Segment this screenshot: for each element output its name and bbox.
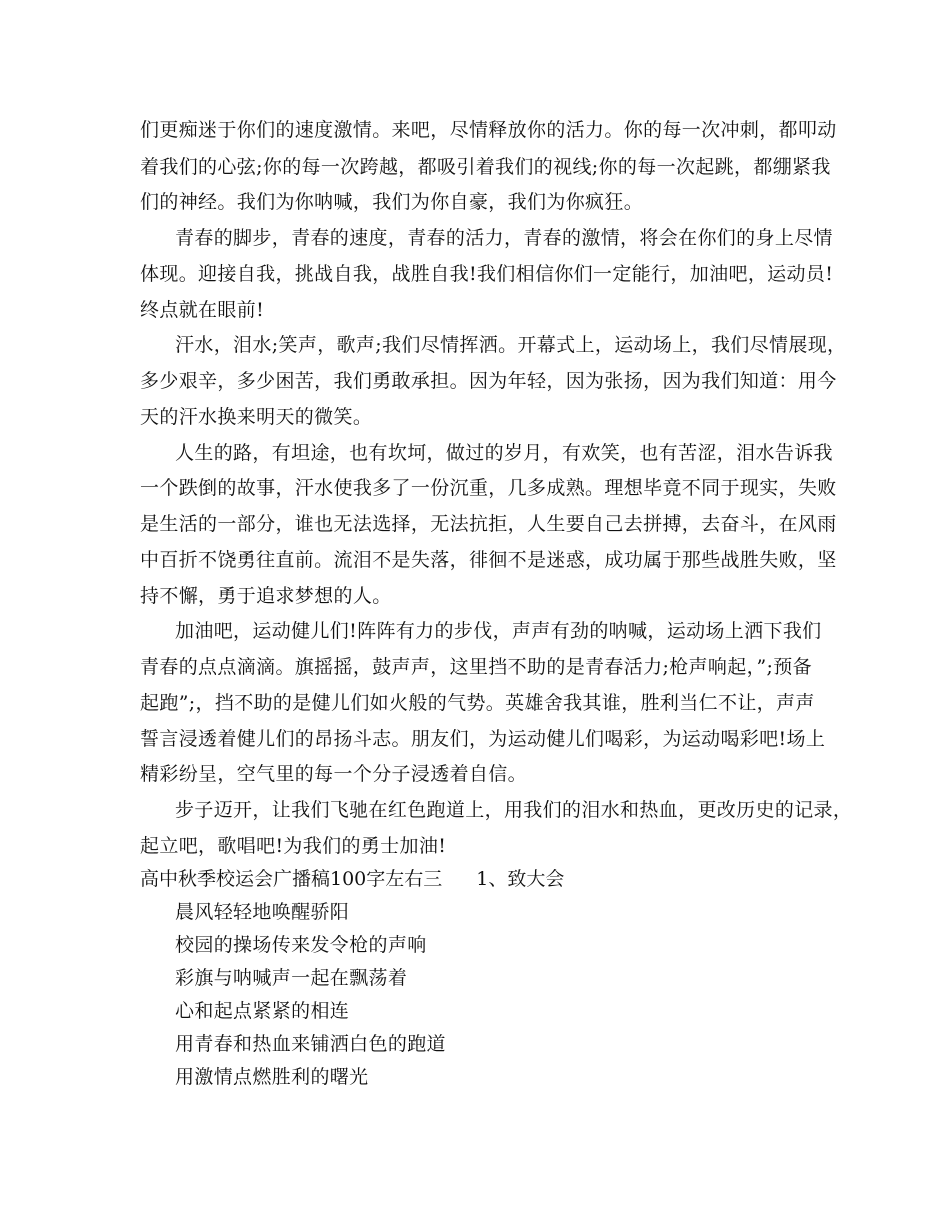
- paragraph-3-line-2: 多少艰辛，多少困苦，我们勇敢承担。因为年轻，因为张扬，因为我们知道：用今: [140, 370, 837, 392]
- paragraph-5-line-2: 青春的点点滴滴。旗摇摇，鼓声声，这里挡不助的是青春活力;枪声响起，”;预备: [140, 656, 812, 678]
- paragraph-4-line-2: 一个跌倒的故事，汗水使我多了一份沉重，几多成熟。理想毕竟不同于现实，失败: [140, 477, 837, 499]
- paragraph-2-line-1: 青春的脚步，青春的速度，青春的活力，青春的激情，将会在你们的身上尽情: [175, 227, 833, 249]
- paragraph-5-line-5: 精彩纷呈，空气里的每一个分子浸透着自信。: [140, 763, 528, 785]
- paragraph-6-line-2: 起立吧，歌唱吧!为我们的勇士加油!: [140, 835, 447, 857]
- paragraph-4-line-4: 中百折不饶勇往直前。流泪不是失落，徘徊不是迷惑，成功属于那些战胜失败，坚: [140, 549, 837, 571]
- paragraph-2-line-2: 体现。迎接自我，挑战自我，战胜自我!我们相信你们一定能行，加油吧，运动员!: [140, 263, 834, 285]
- paragraph-3-line-3: 天的汗水换来明天的微笑。: [140, 406, 373, 428]
- paragraph-3-line-1: 汗水，泪水;笑声，歌声;我们尽情挥洒。开幕式上，运动场上，我们尽情展现，: [175, 334, 847, 356]
- poem-line-2: 校园的操场传来发令枪的声响: [175, 934, 427, 956]
- poem-line-4: 心和起点紧紧的相连: [175, 1000, 350, 1022]
- paragraph-5-line-4: 誓言浸透着健儿们的昂扬斗志。朋友们，为运动健儿们喝彩，为运动喝彩吧!场上: [140, 728, 826, 750]
- paragraph-4-line-5: 持不懈，勇于追求梦想的人。: [140, 585, 392, 607]
- section-subtitle: 1、致大会: [476, 868, 565, 890]
- poem-line-6: 用激情点燃胜利的曙光: [175, 1066, 369, 1088]
- poem-line-1: 晨风轻轻地唤醒骄阳: [175, 901, 350, 923]
- poem-line-5: 用青春和热血来铺洒白色的跑道: [175, 1033, 446, 1055]
- paragraph-5-line-1: 加油吧，运动健儿们!阵阵有力的步伐，声声有劲的呐喊，运动场上洒下我们: [175, 620, 822, 642]
- section-title: 高中秋季校运会广播稿100字左右三: [140, 868, 443, 890]
- paragraph-1-line-1: 们更痴迷于你们的速度激情。来吧，尽情释放你的活力。你的每一次冲刺，都叩动: [140, 119, 837, 141]
- paragraph-5-line-3: 起跑”;，挡不助的是健儿们如火般的气势。英雄舍我其谁，胜利当仁不让，声声: [140, 692, 815, 714]
- paragraph-1-line-2: 着我们的心弦;你的每一次跨越，都吸引着我们的视线;你的每一次起跳，都绷紧我: [140, 156, 831, 178]
- paragraph-4-line-1: 人生的路，有坦途，也有坎坷，做过的岁月，有欢笑，也有苦涩，泪水告诉我: [175, 442, 833, 464]
- poem-line-3: 彩旗与呐喊声一起在飘荡着: [175, 967, 408, 989]
- section-heading: [140, 866, 564, 892]
- paragraph-2-line-3: 终点就在眼前!: [140, 299, 265, 321]
- paragraph-1-line-3: 们的神经。我们为你呐喊，我们为你自豪，我们为你疯狂。: [140, 191, 644, 213]
- paragraph-4-line-3: 是生活的一部分，谁也无法选择，无法抗拒，人生要自己去拼搏，去奋斗，在风雨: [140, 513, 837, 535]
- paragraph-6-line-1: 步子迈开，让我们飞驰在红色跑道上，用我们的泪水和热血，更改历史的记录，: [175, 799, 853, 821]
